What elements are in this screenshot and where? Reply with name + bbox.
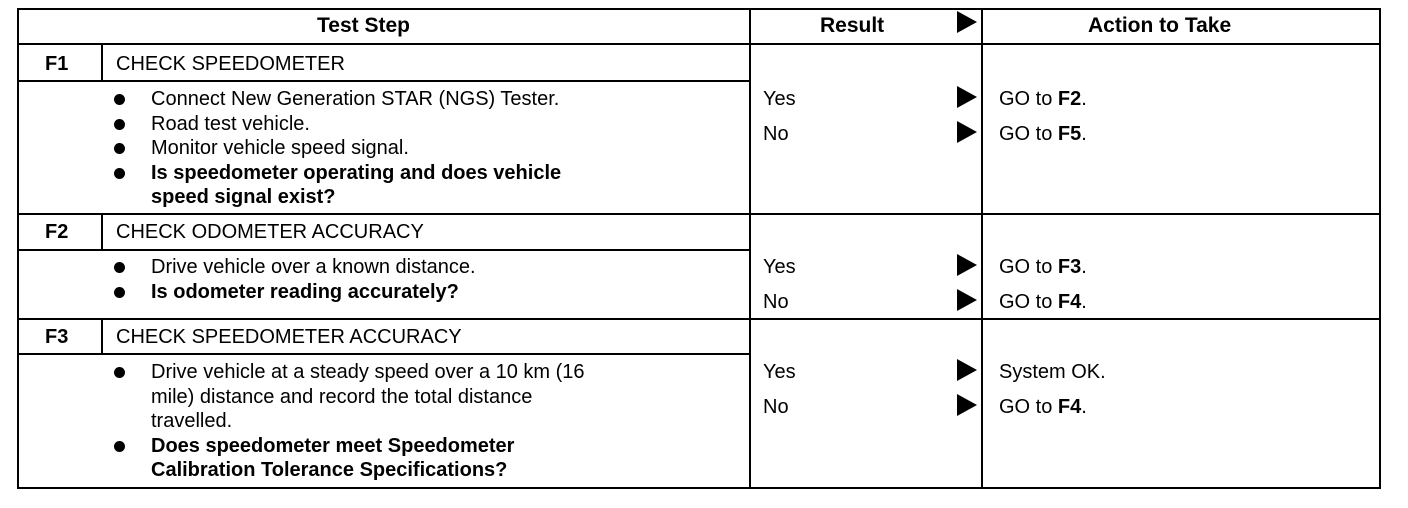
result-label: No — [763, 396, 789, 418]
action-suffix: . — [1081, 291, 1087, 313]
action-text — [999, 290, 1087, 314]
action-prefix: GO to — [999, 291, 1058, 313]
arrow-right-icon — [957, 86, 977, 108]
bullet-icon — [114, 287, 125, 298]
bullet-text: Monitor vehicle speed signal. — [151, 137, 409, 159]
bullet-icon — [114, 168, 125, 179]
step-title-divider — [17, 249, 751, 251]
bullet-text: Calibration Tolerance Specifications? — [151, 459, 508, 481]
arrow-right-icon — [957, 359, 977, 381]
result-label: Yes — [763, 88, 796, 110]
action-text — [999, 360, 1106, 384]
arrow-right-icon — [957, 394, 977, 416]
bullet-text: Drive vehicle over a known distance. — [151, 256, 476, 278]
action-text — [999, 122, 1087, 146]
step-id-divider — [101, 318, 103, 353]
step-title: CHECK SPEEDOMETER ACCURACY — [116, 326, 462, 348]
action-step-ref: F5 — [1057, 123, 1082, 145]
bullet-text: Road test vehicle. — [151, 112, 310, 135]
arrow-right-icon — [957, 289, 977, 311]
result-label: Yes — [763, 361, 796, 383]
action-step-ref: F4 — [1057, 291, 1082, 313]
result-label: No — [763, 123, 789, 145]
action-prefix: GO to — [999, 123, 1058, 145]
bullet-icon — [114, 119, 125, 130]
step-id: F3 — [45, 326, 69, 348]
action-suffix: . — [1081, 88, 1087, 110]
step-title: CHECK ODOMETER ACCURACY — [116, 221, 424, 243]
action-step-ref: F2 — [1057, 88, 1082, 110]
result-label: No — [763, 291, 789, 313]
bullet-text: Does speedometer meet Speedometer — [151, 434, 515, 457]
bullet-icon — [114, 367, 125, 378]
bullet-text: Is speedometer operating and does vehicle — [151, 161, 562, 184]
action-column-divider — [981, 8, 983, 489]
step-id: F2 — [45, 221, 69, 243]
action-text — [999, 87, 1087, 111]
result-label: Yes — [763, 256, 796, 278]
bullet-text: Connect New Generation STAR (NGS) Tester. — [151, 88, 560, 110]
action-prefix: GO to — [999, 396, 1058, 418]
header-divider — [17, 43, 1381, 45]
step-id-divider — [101, 45, 103, 80]
action-prefix: GO to — [999, 88, 1058, 110]
bullet-icon — [114, 441, 125, 452]
action-step-ref: F4 — [1057, 396, 1082, 418]
arrow-right-icon — [957, 254, 977, 276]
arrow-right-icon — [957, 121, 977, 143]
header-result: Result — [820, 14, 885, 37]
action-text — [999, 255, 1087, 279]
bullet-text: mile) distance and record the total distance — [151, 385, 533, 408]
action-step-ref: F3 — [1057, 256, 1082, 278]
action-prefix: GO to — [999, 256, 1058, 278]
header-test-step: Test Step — [317, 14, 410, 37]
action-suffix: . — [1081, 396, 1087, 418]
action-suffix: . — [1081, 256, 1087, 278]
bullet-text: speed signal exist? — [151, 186, 336, 208]
bullet-icon — [114, 143, 125, 154]
step-divider — [17, 213, 1381, 215]
bullet-text: Drive vehicle at a steady speed over a 10 km (16 — [151, 361, 585, 383]
bullet-icon — [114, 262, 125, 273]
bullet-icon — [114, 94, 125, 105]
step-divider — [17, 318, 1381, 320]
step-title: CHECK SPEEDOMETER — [116, 53, 345, 75]
action-suffix: . — [1081, 123, 1087, 145]
action-text — [999, 395, 1087, 419]
header-arrow-icon — [957, 11, 977, 33]
step-title-divider — [17, 80, 751, 82]
bullet-text: travelled. — [151, 410, 233, 432]
step-id-divider — [101, 213, 103, 249]
bullet-text: Is odometer reading accurately? — [151, 280, 459, 303]
header-action: Action to Take — [1088, 14, 1232, 37]
action-prefix: System OK. — [999, 361, 1106, 383]
step-title-divider — [17, 353, 751, 355]
step-id: F1 — [45, 53, 69, 75]
